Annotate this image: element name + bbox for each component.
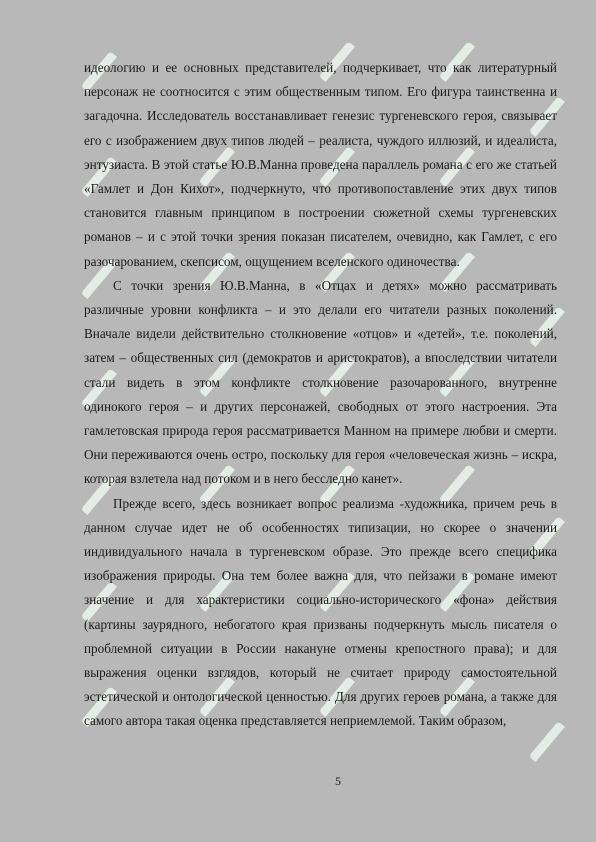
paragraph: С точки зрения Ю.В.Манна, в «Отцах и детях» можно рассматривать различные уровни конфликта – и это делали его читатели разных поколений. Вначале видели действительно столкновение «отцов» и «детей», т.е. поколений, затем – общественных сил (демократов и аристократов), а впоследствии читатели стали видеть в этом конфликте столкновение разочарованного, внутренне одинокого героя – и других персонажей, свободных от этого настроения. Эта гамлетовская природа героя рассматривается Манном на примере любви и смерти. Они переживаются очень остро, поскольку для героя «человеческая жизнь – искра, которая взлетела над потоком и в него бесследно канет». [84,277,557,487]
page-number: 5 [335,774,341,788]
page-body [84,56,557,734]
paragraph: Прежде всего, здесь возникает вопрос реализма -художника, причем речь в данном случае идет не об особенностях типизации, но скорее о значении индивидуального начала в тургеневском образе. Это прежде всего специфика изображения природы. Она тем более важна для, что пейзажи в романе имеют значение и для характеристики социально-исторического «фона» действия (картины заурядного, небогатого края призваны подчеркнуть мысль писателя о проблемной ситуации в России накануне отмены крепостного права); и для выражения оценки взглядов, который не считает природу самостоятельной эстетической и онтологической ценностью. Для других героев романа, а также для самого автора такая оценка представляется неприемлемой. Таким образом, [84,495,557,729]
paragraph: идеологию и ее основных представителей, подчеркивает, что как литературный персонаж не соотносится с этим общественным типом. Его фигура таинственна и загадочна. Исследователь восстанавливает генезис тургеневского героя, связывает его с изображением двух типов людей – реалиста, чуждого иллюзий, и идеалиста, энтузиаста. В этой статье Ю.В.Манна проведена параллель романа с его же статьей «Гамлет и Дон Кихот», подчеркнуто, что противопоставление этих двух типов становится главным принципом в построении сюжетной схемы тургеневских романов – и с этой точки зрения показан писателем, очевидно, как Гамлет, с его разочарованием, скепсисом, ощущением вселенского одиночества. [84,60,557,269]
